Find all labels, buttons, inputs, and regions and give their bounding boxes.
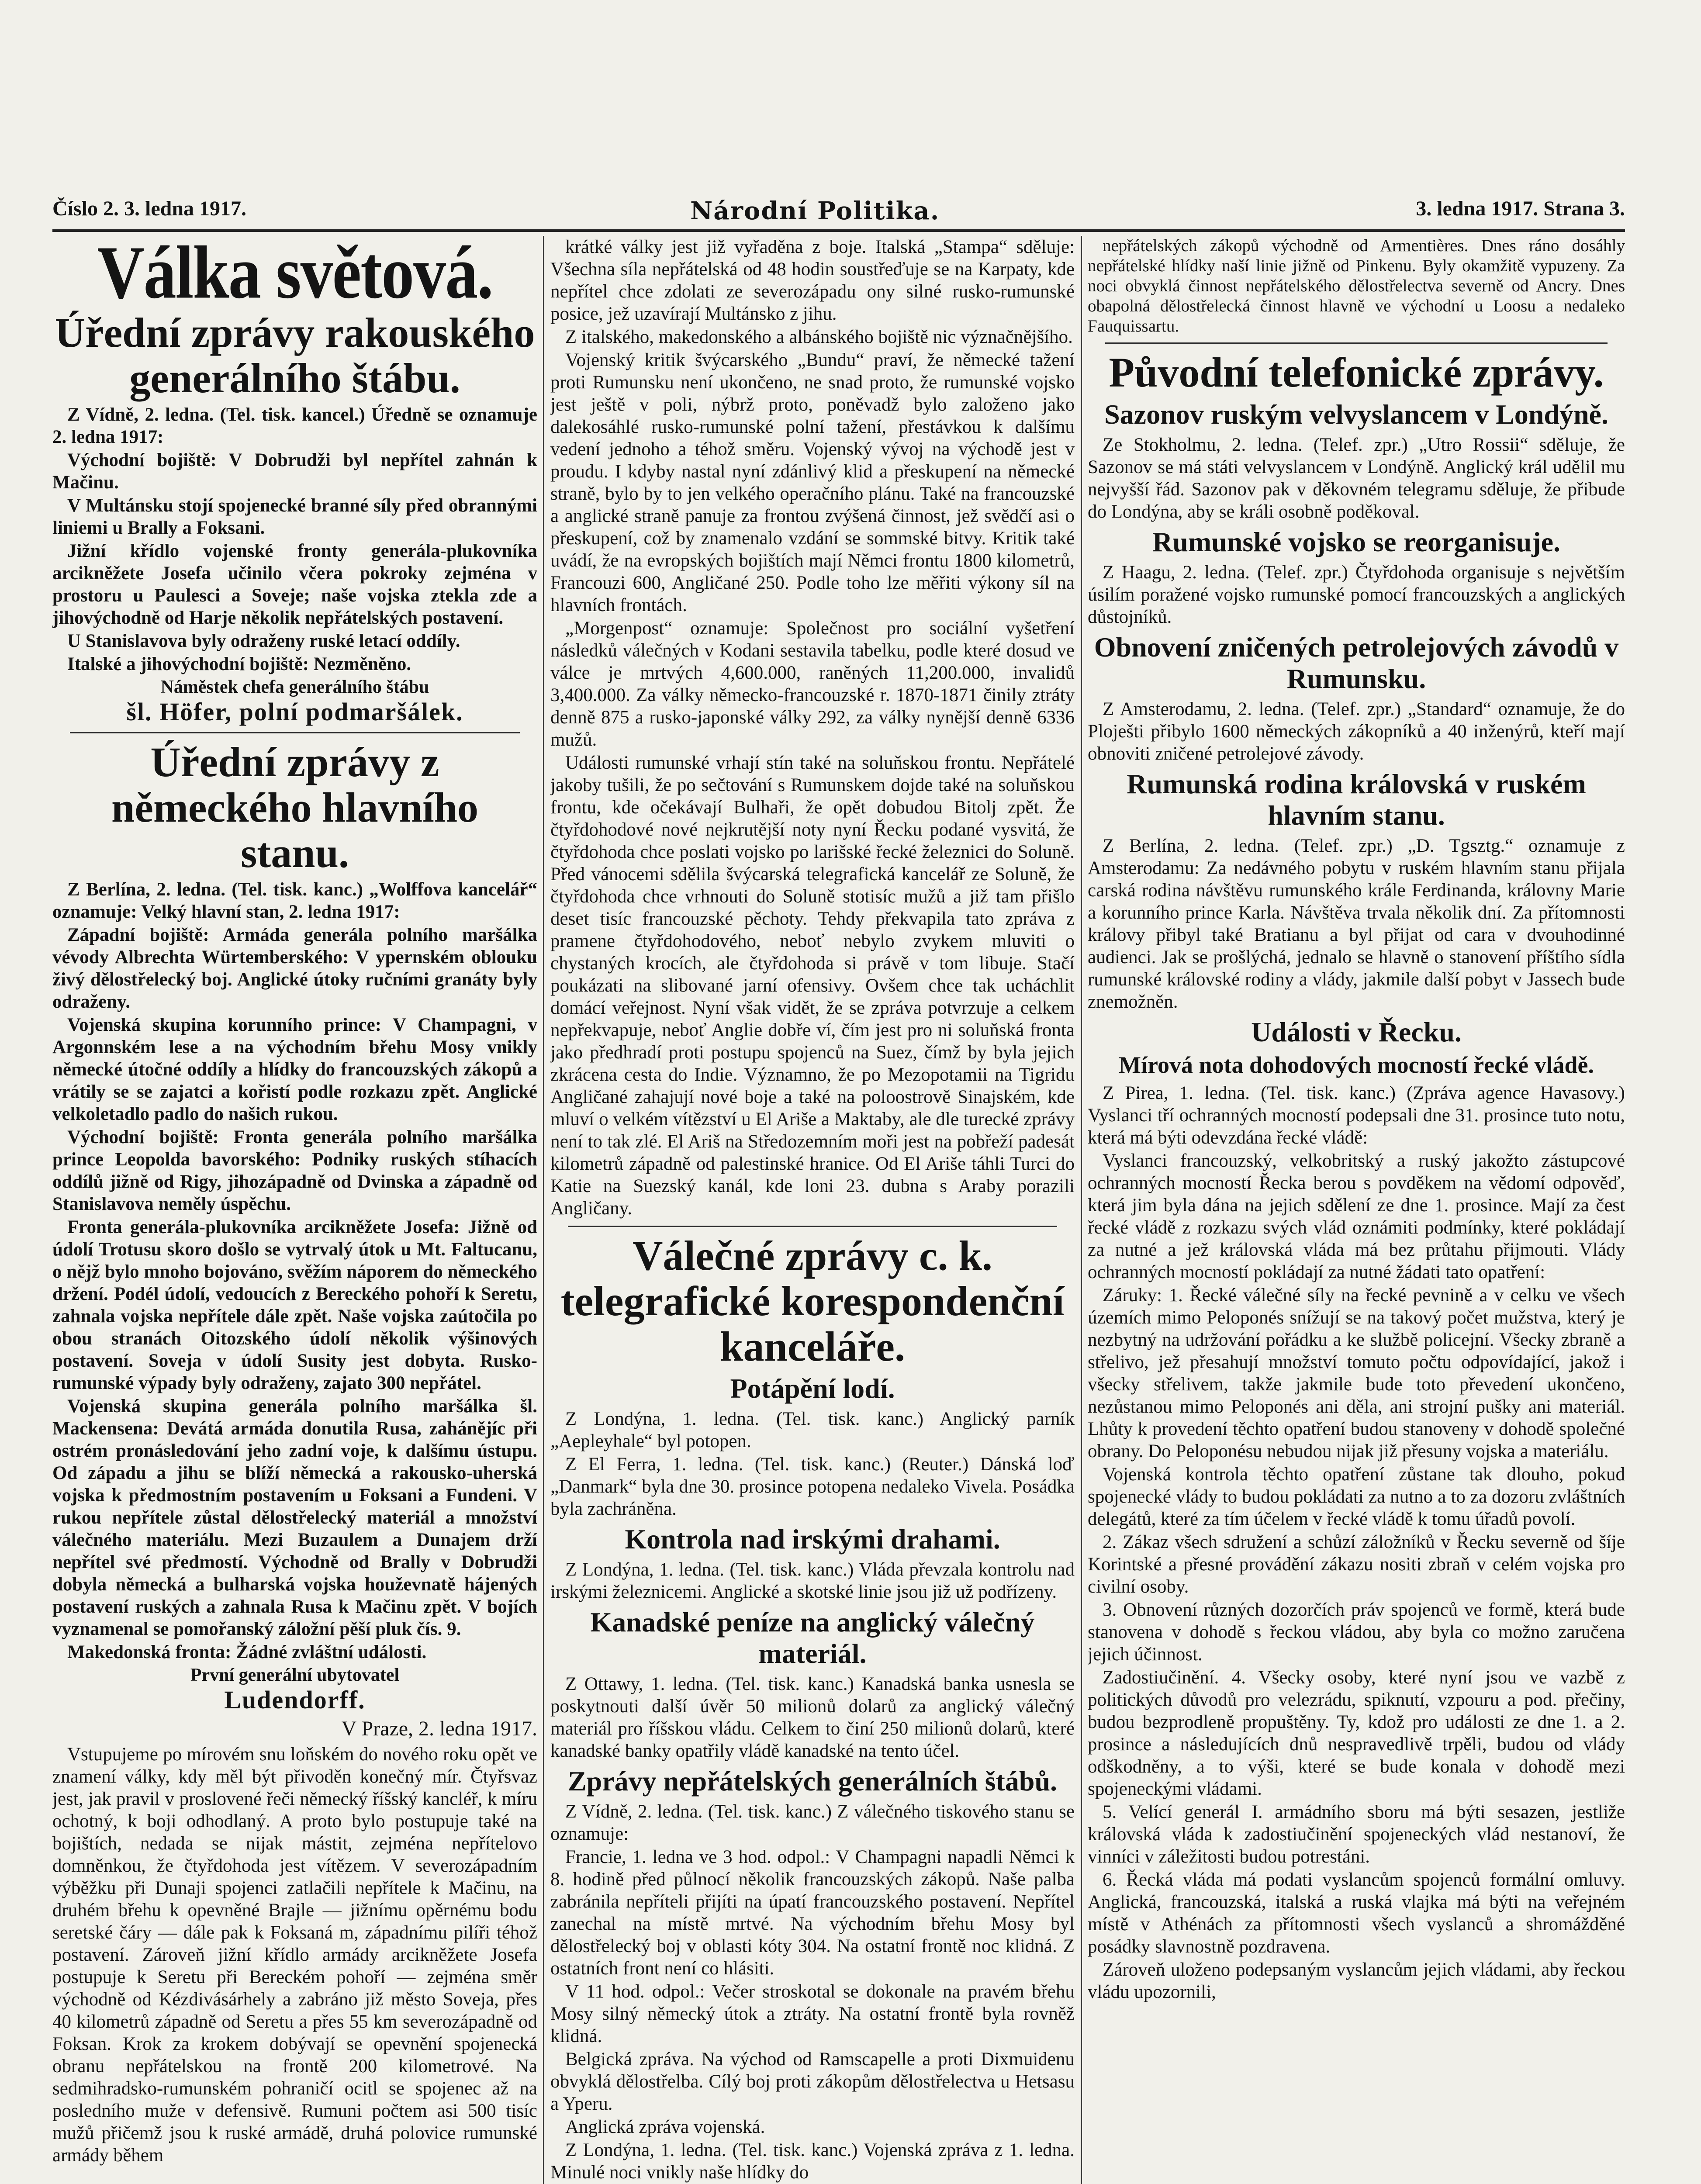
divider <box>1105 342 1608 344</box>
article-body <box>52 1743 537 2167</box>
article-title: Události v Řecku. <box>1251 1016 1462 1047</box>
article-body <box>550 1673 1075 1762</box>
article-body <box>1088 561 1625 628</box>
paragraph: Z Amsterodamu, 2. ledna. (Telef. zpr.) „Standard“ oznamuje, že do Ploješti přibylo 1600 německých zákopníků a 40 inženýrů, kteří mají obnoviti zničené petrolejové závody. <box>1088 699 1625 764</box>
paragraph: 5. Velící generál I. armádního sboru má býti sesazen, jestliže královská vláda k zadostiučinění spojeneckých vlád nestanoví, že vinníci v záležitosti budou potrestáni. <box>1088 1802 1625 1867</box>
paragraph: U Stanislavova byly odraženy ruské letací oddíly. <box>67 631 460 651</box>
paragraph: krátké války jest již vyřaděna z boje. Italská „Stampa“ sděluje: Všechna síla nepřátelská od 48 hodin soustřeďuje se na Karpaty, kde nepřítel chce zdolati ze severozápadu ony silné rusko-rumunské posice, jež uzavírají Multánsko z jihu. <box>550 237 1075 324</box>
section-title: Válečné zprávy c. k. telegrafické korespondenční kanceláře. <box>560 1232 1065 1370</box>
paragraph: Vojenská skupina generála polního maršálka šl. Mackensena: Devátá armáda donutila Rusa, zahánějíc při ostrém pronásledování jeho zadní voje, k dalšímu ústupu. Od západu a jihu se blíží německá a rakousko-uherská vojska k předmostním postavením u Foksani a Fundeni. V rukou nepřítele zůstal dělostřelecký materiál a množství válečného materiálu. Mezi Buzaulem a Dunajem drží nepřítel své předmostí. Východně od Brally v Dobrudži dobyla německá a bulharská vojska houževnatě hájených postavení ruských a zahnala Rusa k Mačinu zpět. V bojích vyznamenal se pomořanský záložní pěší pluk čís. 9. <box>52 1396 537 1639</box>
article-title: Kanadské peníze na anglický válečný materiál. <box>590 1607 1035 1669</box>
signature-name: Ludendorff. <box>224 1686 366 1714</box>
article-body <box>1088 698 1625 765</box>
paragraph: nepřátelských zákopů východně od Armentières. Dnes ráno dosáhly nepřátelské hlídky naší linie jižně od Pinkenu. Byly okamžitě vypuzeny. Za noci obvyklá činnost nepřátelského dělostřelectva severně od Ancry. Dnes obapolná dělostřelecká činnost hlavně ve východní u Loosu a nedaleko Fauquissartu. <box>1088 236 1625 335</box>
paragraph: Zároveň uloženo podepsaným vyslancům jejich vládami, aby řeckou vládu upozornili, <box>1088 1959 1625 2002</box>
article-body <box>550 236 1075 1220</box>
paragraph: Východní bojiště: Fronta generála polního maršálka prince Leopolda bavorského: Podniky ruských stíhacích oddílů jižně od Rigy, jihozápadně od Dvinska a západně od Stanislavova neměly úspěchu. <box>52 1127 537 1214</box>
paragraph: Z Haagu, 2. ledna. (Telef. zpr.) Čtyřdohoda organisuje s největším úsilím poražené vojsko rumunské pomocí francouzských a anglických důstojníků. <box>1088 562 1625 627</box>
article-body <box>1088 835 1625 1013</box>
paragraph: Z Berlína, 2. ledna. (Tel. tisk. kanc.) „Wolffova kancelář“ oznamuje: Velký hlavní stan, 2. ledna 1917: <box>52 879 537 922</box>
paragraph: Vyslanci francouzský, velkobritský a ruský jakožto zástupcové ochranných mocností Řecka berou s povděkem na vědomí odpověď, která jim byla dána na jejich sdělení ze dne 1. prosince. Mají za čest řecké vládě z rozkazu svých vlád oznámiti podmínky, které pokládají za nutné a jež královská vláda má bez průtahu přijmouti. Vlády ochranných mocností pokládají za nutné žádati tato opatření: <box>1088 1151 1625 1282</box>
article-title: Rumunská rodina královská v ruském hlavním stanu. <box>1127 768 1586 831</box>
column-3 <box>1088 236 1625 2184</box>
paragraph: Z Berlína, 2. ledna. (Telef. zpr.) „D. Tgsztg.“ oznamuje z Amsterodamu: Za nedávného pobytu v ruském hlavním stanu přijala carská rodina návštěvu rumunského krále Ferdinanda, královny Marie a korunního prince Karla. Návštěva trvala několik dní. Za přítomnosti královy přibyl také Bratianu a byl přijat od cara v dvouhodinné audienci. Jak se prošlýchá, jednalo se hlavně o stanovení příštího sídla rumunské královské rodiny a vlády, jakmile další pobyt v Jassech bude znemožněn. <box>1088 836 1625 1012</box>
issue-date-right: 3. ledna 1917. Strana 3. <box>1416 197 1625 220</box>
article-body <box>1088 236 1625 336</box>
paragraph: Francie, 1. ledna ve 3 hod. odpol.: V Champagni napadli Němci k 8. hodině před půlnocí několik francouzských zákopů. Naše palba zabránila nepříteli přijíti na úpatí francouzského postavení. Nepřítel zanechal na místě mrtvé. Na východním břehu Mosy byl dělostřelecký boj v oblasti kóty 304. Na ostatní frontě noc klidná. Z ostatních front není co hlásiti. <box>550 1847 1075 1979</box>
paragraph: Záruky: 1. Řecké válečné síly na řecké pevnině a v celku ve všech územích mimo Peloponés snížují se na takový počet mužstva, který je nezbytný na udržování pořádku a ke službě policejní. Všecky zbraně a střelivo, jež přesahují množství tomuto počtu odpovídající, jakož i všecky střelivem, takže jakmile bude toto převedení ukončeno, nezůstanou mimo Peloponés ani děla, ani strojní pušky ani materiál. Lhůty k provedení těchto opatření budou stanoveny v dohodě společné obrany. Do Peloponésu nebudou nijak již přesuny vojska a materiálu. <box>1088 1285 1625 1462</box>
paragraph: Anglická zpráva vojenská. <box>565 2117 765 2137</box>
paragraph: Z italského, makedonského a albánského bojiště nic význačnějšího. <box>565 327 1073 347</box>
paragraph: Vojenská kontrola těchto opatření zůstane tak dlouho, pokud spojenecké vlády to budou pokládati za nutno a to za dozoru zvláštních delegátů, které za tím účelem v řecké vládě k tomu úřadů povolí. <box>1088 1464 1625 1529</box>
paragraph: Vstupujeme po mírovém snu loňském do nového roku opět ve znamení války, kdy měl být přivoděn konečný mír. Čtyřsvaz jest, jak pravil v proslovené řeči německý říšský kancléř, k míru ochotný, k boji odhodlaný. A proto bylo postupuje také na bojištích, nedada se nijak mástit, zejména nepřítelovo domněnkou, že čtyřdohoda jest vítězem. V severozápadním výběžku při Dunaji spojenci zatlačili nepřítele k Mačinu, na druhém břehu k opevněné Brajle — jižnímu opěrnému bodu seretské čáry — dále pak k Foksaná m, západnímu pilíři téhož postavení. Zároveň jižní křídlo armády arcikněžete Josefa postupuje k Seretu při Bereckém pohoří — zejména směr východně od Kézdivásárhely a zabráno již město Soveja, přes 40 kilometrů západně od Seretu a přes 55 km severozápadně od Foksan. Krok za krokem dobývají se opevnění spojenecká obranu nepřátelskou na frontě 200 kilometrové. Na sedmihradsko-rumunském pohraničí ocitl se spojenec až na posledního muže v defensivě. Rumuni počtem asi 500 tisíc mužů přičemž jsou k ruské armádě, druhá polovice rumunské armády během <box>52 1744 537 2166</box>
divider <box>70 732 520 733</box>
paragraph: Makedonská fronta: Žádné zvláštní události. <box>67 1642 427 1662</box>
paragraph: 3. Obnovení různých dozorčích práv spojenců ve formě, která bude stanovena v dohodě s řeckou vládou, aby byla co možno zaručena jejich účinnost. <box>1088 1600 1625 1665</box>
main-headline: Válka světová. <box>97 236 493 314</box>
article-title: Obnovení zničených petrolejových závodů v Rumunsku. <box>1094 632 1619 694</box>
article-subtitle: Mírová nota dohodových mocností řecké vládě. <box>1119 1052 1594 1078</box>
section-title: Úřední zprávy rakouského generálního štábu. <box>55 309 535 401</box>
article-title: Rumunské vojsko se reorganisuje. <box>1152 526 1560 557</box>
paragraph: 2. Zákaz všech sdružení a schůzí záložníků v Řecku severně od šíje Korintské a přesné provádění zákazu nositi zbraň v celém vojska pro civilní osoby. <box>1088 1532 1625 1597</box>
paragraph: Vojenský kritik švýcarského „Bundu“ praví, že německé tažení proti Rumunsku není ukončeno, ne snad proto, že rumunské vojsko jest ještě v poli, nýbrž proto, poněvadž bylo založeno jako dalekosáhlé rusko-rumunské polní tažení, přestávkou k dalšímu vedení jednoho a téhož směru. Vojenský vývoj na východě jest v proudu. I kdyby nastal nyní zdánlivý klid a přeskupení na německé straně, bylo by to jen velkého operačního plánu. Také na francouzské a anglické straně panuje za frontou zvýšená činnost, jež svědčí asi o přeskupení, což by znamenalo vzdání se sommské bitvy. Kritik také uvádí, že na evropských bojištích mají Němci frontu 1800 kilometrů, Francouzi 600, Angličané 250. Podle toho lze měřiti výkony síl na hlavních frontách. <box>550 350 1075 615</box>
column-1 <box>52 236 537 2184</box>
paragraph: Z Londýna, 1. ledna. (Tel. tisk. kanc.) Anglický parník „Aepleyhale“ byl potopen. <box>550 1409 1075 1451</box>
article-body <box>1088 434 1625 523</box>
paragraph: Z Pirea, 1. ledna. (Tel. tisk. kanc.) (Zpráva agence Havasovy.) Vyslanci tří ochranných mocností podepsali dne 31. prosince tuto notu, která má býti odevzdána řecké vládě: <box>1088 1083 1625 1148</box>
paragraph: Východní bojiště: V Dobrudži byl nepřítel zahnán k Mačinu. <box>52 450 537 493</box>
news-items <box>550 1373 1075 2184</box>
column-2 <box>550 236 1075 2184</box>
article-body <box>1088 1082 1625 2003</box>
paragraph: Zadostiučinění. 4. Všecky osoby, které nyní jsou ve vazbě z politických důvodů pro velezrádu, spiknutí, vzpouru a pod. přečiny, budou bezprodleně propuštěny. Ty, kdož pro události ze dne 1. a 2. prosince a následujících dnů nespravedlivě trpěli, budou od vlády odškodněny, a to výši, které se bude konala v dohodě mezi spojeneckými vládami. <box>1088 1667 1625 1799</box>
column-divider <box>543 236 544 2184</box>
masthead-rule <box>52 229 1625 232</box>
article-body <box>52 404 537 675</box>
paragraph: Z Vídně, 2. ledna. (Tel. tisk. kancel.) Úředně se oznamuje 2. ledna 1917: <box>52 404 537 447</box>
article-body <box>550 1559 1075 1603</box>
paragraph: Z Ottawy, 1. ledna. (Tel. tisk. kanc.) Kanadská banka usnesla se poskytnouti další úvěr 50 milionů dolarů za anglický válečný materiál pro říšskou vládu. Celkem to činí 250 milionů dolarů, které kanadské banky opatřily vládě kanadské na tento účel. <box>550 1674 1075 1761</box>
article-title: Kontrola nad irskými drahami. <box>625 1524 1000 1555</box>
masthead <box>52 197 1625 232</box>
paragraph: V 11 hod. odpol.: Večer stroskotal se dokonale na pravém břehu Mosy silný německý útok a ztráty. Na ostatní frontě byla rovněž klidná. <box>550 1981 1075 2046</box>
paragraph: 6. Řecká vláda má podati vyslancům spojenců formální omluvy. Anglická, francouzská, italská a ruská vlajka má býti na veřejném místě v Athénách za přítomnosti všech vyslanců a shromážděné posádky slavnostně pozdravena. <box>1088 1870 1625 1957</box>
news-items <box>1088 399 1625 2003</box>
paragraph: Italské a jihovýchodní bojiště: Nezměněno. <box>67 654 411 674</box>
signature-line: Náměstek chefa generálního štábu <box>160 677 429 697</box>
signature-line: První generální ubytovatel <box>190 1665 400 1685</box>
paragraph: Jižní křídlo vojenské fronty generála-plukovníka arcikněžete Josefa učinilo včera pokroky zejména v prostoru u Paulesci a Soveje; naše vojska ztekla zde a jihovýchodně od Harje několik nepřátelských postavení. <box>52 541 537 628</box>
article-title: Zprávy nepřátelských generálních štábů. <box>567 1766 1058 1797</box>
article-body <box>550 1408 1075 1520</box>
dateline: V Praze, 2. ledna 1917. <box>341 1717 537 1740</box>
signature-name: šl. Höfer, polní podmaršálek. <box>126 698 463 726</box>
column-divider <box>1081 236 1082 2184</box>
article-title: Potápění lodí. <box>730 1373 895 1404</box>
issue-date-left: Číslo 2. 3. ledna 1917. <box>52 197 247 220</box>
paragraph: Ze Stokholmu, 2. ledna. (Telef. zpr.) „Utro Rossii“ sděluje, že Sazonov se má státi velvyslancem v Londýně. Anglický král udělil mu nejvyšší řád. Sazonov pak v děkovném telegramu sděluje, že přibude do Londýna, aby se králi osobně poděkoval. <box>1088 435 1625 522</box>
article-body <box>550 1800 1075 2184</box>
paragraph: Belgická zpráva. Na východ od Ramscapelle a proti Dixmuidenu obvyklá dělostřelba. Cílý boj proti zákopům dělostřelectva u Hetsasu a Yperu. <box>550 2049 1075 2114</box>
divider <box>568 1226 1057 1227</box>
paragraph: Vojenská skupina korunního prince: V Champagni, v Argonnském lese a na východním břehu Mosy vnikly německé útočné oddíly a hlídky do francouzských zákopů a vrátily se se zajatci a kořistí podle rozkazu zpět. Anglické velkoletadlo padlo do našich rukou. <box>52 1015 537 1124</box>
paragraph: Z Londýna, 1. ledna. (Tel. tisk. kanc.) Vojenská zpráva z 1. ledna. Minulé noci vnikly naše hlídky do <box>550 2140 1075 2183</box>
paragraph: Fronta generála-plukovníka arcikněžete Josefa: Jižně od údolí Trotusu skoro došlo se vytrvalý útok u Mt. Faltucanu, o nějž bylo mnoho bojováno, svěžím náporem do německého držení. Podél údolí, vedoucích z Bereckého pohoří k Seretu, zahnala vojska nepřítele dále zpět. Naše vojska zaútočila po obou stranách Oitozského údolí několik výšinových postavení. Soveja v údolí Susity jest dobyta. Rusko-rumunské výpady byly odraženy, zajato 300 nepřátel. <box>52 1217 537 1393</box>
paragraph: Západní bojiště: Armáda generála polního maršálka vévody Albrechta Würtemberského: V ypernském oblouku živý dělostřelecký boj. Anglické útoky ručními granáty byly odraženy. <box>52 925 537 1012</box>
paragraph: Z El Ferra, 1. ledna. (Tel. tisk. kanc.) (Reuter.) Dánská loď „Danmark“ byla dne 30. prosince potopena nedaleko Vivela. Posádka byla zachráněna. <box>550 1454 1075 1519</box>
paragraph: Z Londýna, 1. ledna. (Tel. tisk. kanc.) Vláda převzala kontrolu nad irskými železnicemi. Anglické a skotské linie jsou již už podřízeny. <box>550 1559 1075 1602</box>
paragraph: Z Vídně, 2. ledna. (Tel. tisk. kanc.) Z válečného tiskového stanu se oznamuje: <box>550 1801 1075 1844</box>
paragraph: Události rumunské vrhají stín také na soluňskou frontu. Nepřátelé jakoby tušili, že po sečtování s Rumunskem dojde také na soluňskou frontu, kde očekávají Bulhaři, že opět dobudou Bitolj zpět. Že čtyřdohodové nové nejkrutější noty nyní Řecku podané vysvitá, že čtyřdohoda chce poslati vojsko po larišské řecké železnici do Soluně. Před vánocemi sdělila švýcarská telegrafická kancelář ze Soluně, že čtyřdohoda chce vrhnouti do Soluně stotisíc mužů a již tam přišlo deset tisíc francouzské pěchoty. Tehdy překvapila tato zpráva z pramene čtyřdohodového, neboť nebylo zvykem mluviti o chystaných krocích, ale čtyřdohoda si právě v tom libuje. Stačí poukázati na slibované jarní ofensivy. Ovšem chce tak ucháchlit domácí veřejnost. Nyní však vidět, že se zpráva potvrzuje a celkem nepřekvapuje, neboť Anglie dobře ví, čím jest pro ni soluňská fronta jako předhradí proti postupu spojenců na Suez, čímž by byla jejich zkrácena cesta do Indie. Významno, že po Mezopotamii na Tigridu Angličané zahajují nové boje a také na poloostrově Sinajském, kde mluví o velkém vítězství u El Ariše a Maktaby, ale dle turecké zprávy není to tak zlé. El Ariš na Středozemním moři jest na pobřeží padesát kilometrů západně od palestinské hranice. Od El Ariše táhli Turci do Katie na Suezský kanál, kde loni 23. dubna s Araby porazili Angličany. <box>550 753 1075 1219</box>
article-title: Sazonov ruským velvyslancem v Londýně. <box>1104 399 1608 430</box>
article-body <box>52 878 537 1663</box>
newspaper-title: Národní Politika. <box>690 197 940 225</box>
section-title: Původní telefonické zprávy. <box>1109 349 1604 396</box>
paragraph: V Multánsku stojí spojenecké branné síly před obrannými liniemi u Brally a Foksani. <box>52 495 537 538</box>
section-title: Úřední zprávy z německého hlavního stanu. <box>111 739 479 876</box>
paragraph: „Morgenpost“ oznamuje: Společnost pro sociální vyšetření následků válečných v Kodani sestavila tabelku, podle které dosud ve válce je mrtvých 4,600.000, raněných 11,200.000, invalidů 3,400.000. Za války německo-francouzské r. 1870-1871 činily ztráty denně 875 a rusko-japonské války 292, za války nynější denně 6336 mužů. <box>550 618 1075 750</box>
